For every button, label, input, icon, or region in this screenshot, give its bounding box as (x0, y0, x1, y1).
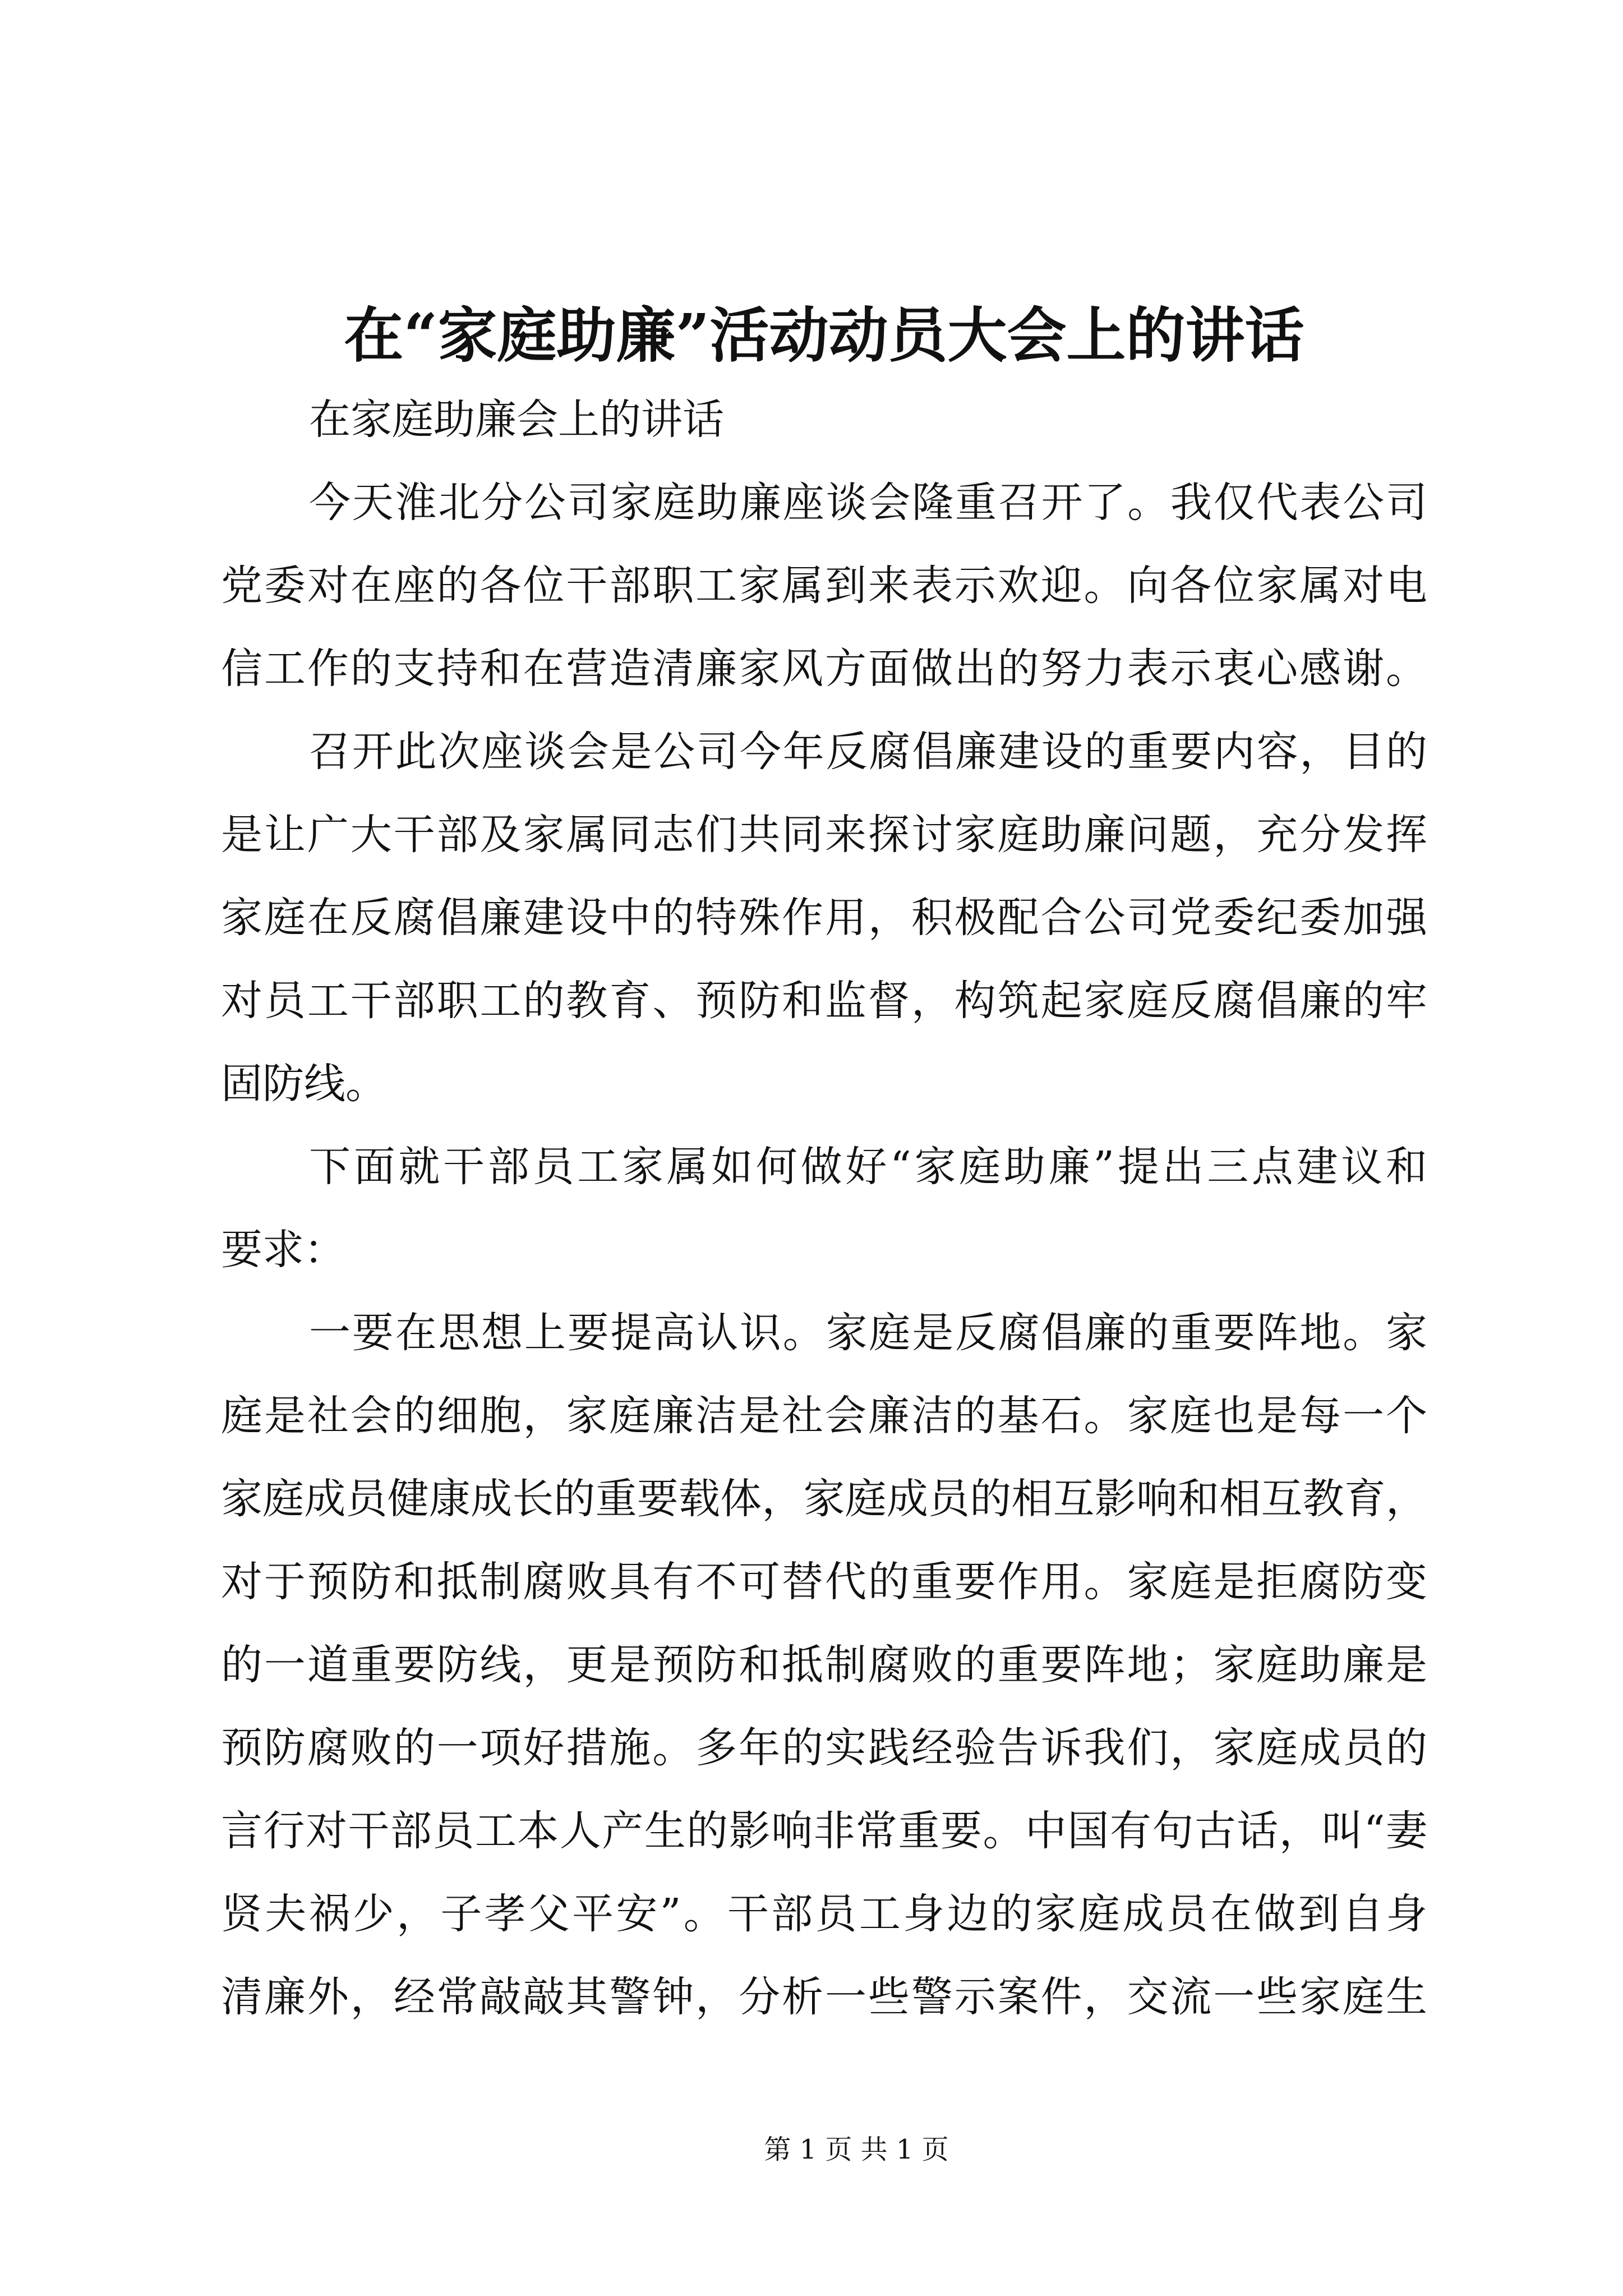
text-line: 清廉外，经常敲敲其警钟，分析一些警示案件，交流一些家庭生 (221, 1973, 1427, 2021)
paragraph (221, 1291, 1427, 2039)
text-line: 家庭在反腐倡廉建设中的特殊作用，积极配合公司党委纪委加强 (221, 894, 1427, 942)
text-line: 要求： (221, 1226, 345, 1274)
text-line: 今天淮北分公司家庭助廉座谈会隆重召开了。我仅代表公司 (309, 478, 1427, 527)
document-body (221, 378, 1427, 2039)
text-line: 信工作的支持和在营造清廉家风方面做出的努力表示衷心感谢。 (221, 645, 1427, 693)
paragraph (221, 461, 1427, 710)
text-line: 家庭成员健康成长的重要载体，家庭成员的相互影响和相互教育， (221, 1475, 1427, 1523)
text-line: 是让广大干部及家属同志们共同来探讨家庭助廉问题，充分发挥 (221, 811, 1427, 859)
text-line: 固防线。 (221, 1060, 387, 1108)
text-line: 召开此次座谈会是公司今年反腐倡廉建设的重要内容，目的 (309, 728, 1427, 776)
text-line: 下面就干部员工家属如何做好“家庭助廉”提出三点建议和 (309, 1143, 1427, 1191)
page-number-footer: 第 1 页 共 1 页 (764, 2134, 949, 2165)
paragraph-subtitle (221, 378, 1427, 461)
text-line: 预防腐败的一项好措施。多年的实践经验告诉我们，家庭成员的 (221, 1724, 1427, 1772)
text-line: 的一道重要防线，更是预防和抵制腐败的重要阵地；家庭助廉是 (221, 1641, 1427, 1689)
text-line: 对于预防和抵制腐败具有不可替代的重要作用。家庭是拒腐防变 (221, 1558, 1427, 1606)
paragraph (221, 710, 1427, 1125)
paragraph (221, 1125, 1427, 1291)
text-line: 言行对干部员工本人产生的影响非常重要。中国有句古话，叫“妻 (221, 1807, 1427, 1855)
text-line: 党委对在座的各位干部职工家属到来表示欢迎。向各位家属对电 (221, 562, 1427, 610)
text-line: 对员工干部职工的教育、预防和监督，构筑起家庭反腐倡廉的牢 (221, 977, 1427, 1025)
text-line: 贤夫祸少，子孝父平安”。干部员工身边的家庭成员在做到自身 (221, 1890, 1427, 1938)
text-line: 一要在思想上要提高认识。家庭是反腐倡廉的重要阵地。家 (309, 1309, 1427, 1357)
text-line: 在家庭助廉会上的讲话 (309, 395, 724, 444)
text-line: 庭是社会的细胞，家庭廉洁是社会廉洁的基石。家庭也是每一个 (221, 1392, 1427, 1440)
document-title: 在“家庭助廉”活动动员大会上的讲话 (344, 300, 1304, 370)
